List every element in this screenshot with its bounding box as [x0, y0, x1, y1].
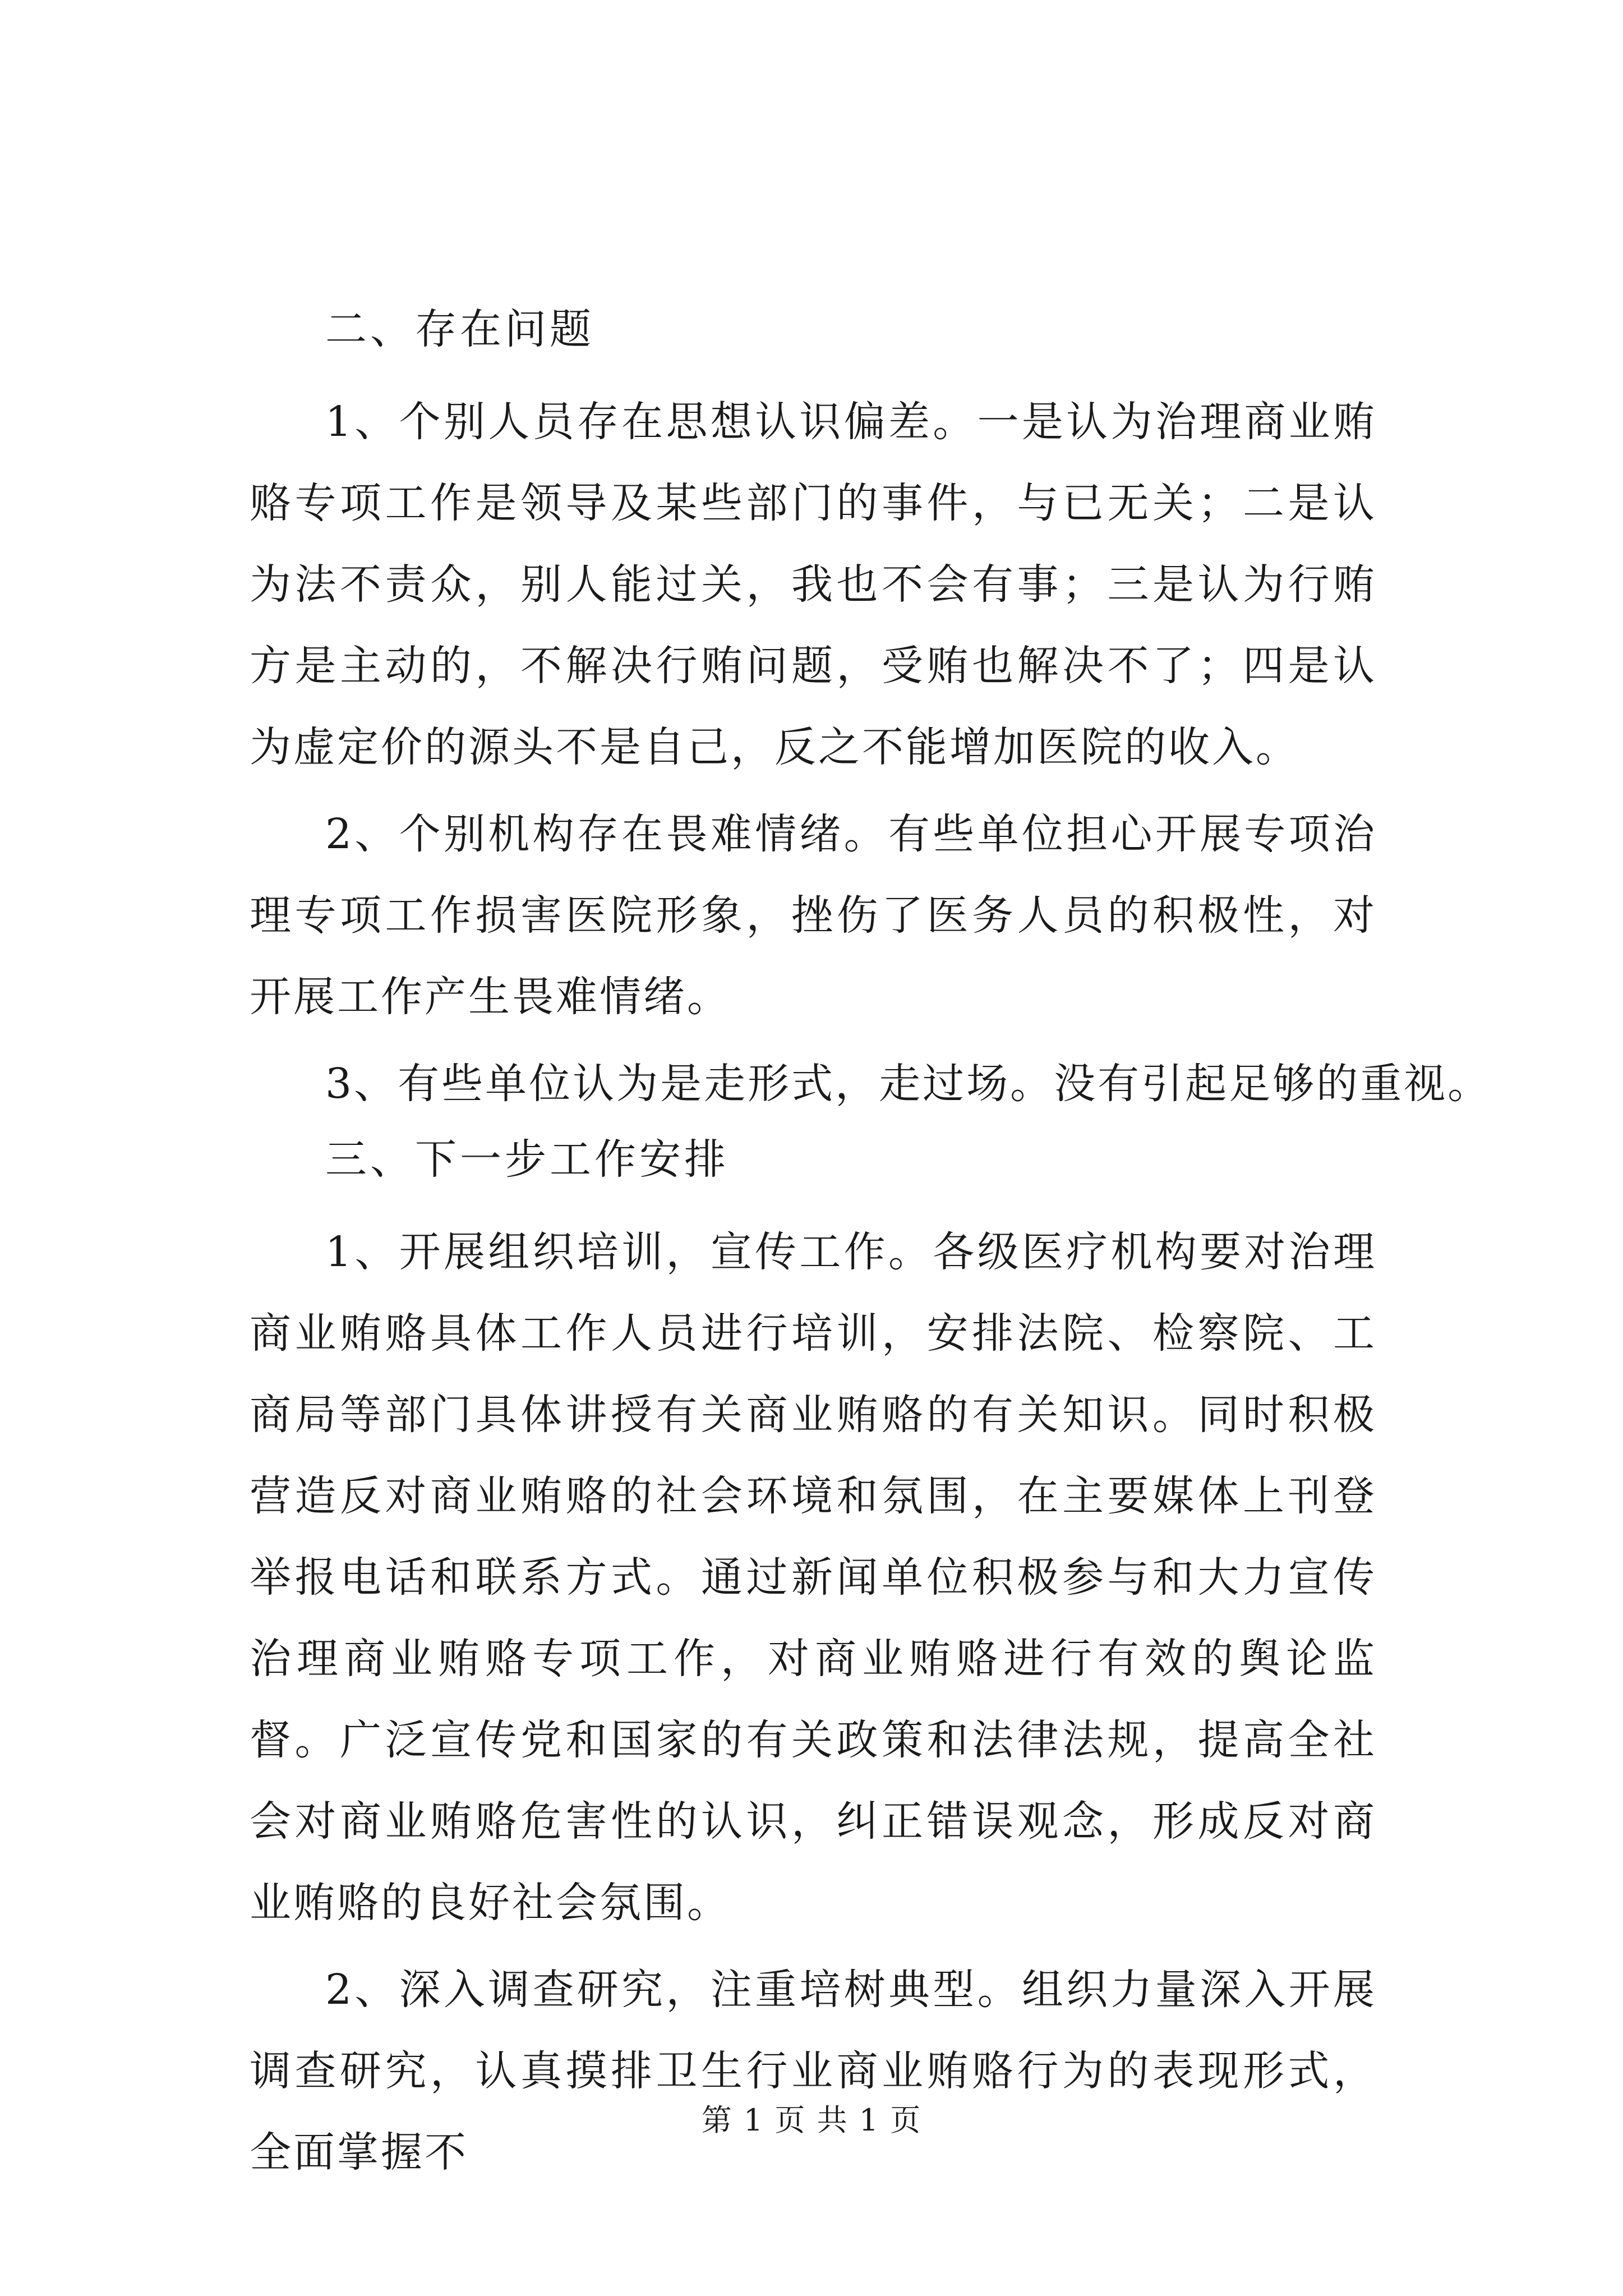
section-heading-problems: 二、存在问题 [325, 305, 594, 353]
paragraph-problem-2: 2、个别机构存在畏难情绪。有些单位担心开展专项治理专项工作损害医院形象，挫伤了医务人员的积极性，对开展工作产生畏难情绪。 [250, 810, 1377, 1021]
paragraph-problem-3: 3、有些单位认为是走形式，走过场。没有引起足够的重视。 [325, 1060, 1492, 1108]
paragraph-next-step-2: 2、深入调查研究，注重培树典型。组织力量深入开展调查研究，认真摸排卫生行业商业贿赂行为的表现形式，全面掌握不 [250, 1966, 1377, 2177]
section-heading-next-steps: 三、下一步工作安排 [325, 1135, 729, 1184]
document-body [250, 300, 1492, 2199]
page-footer: 第 1 页 共 1 页 [701, 2102, 922, 2138]
paragraph-next-step-1: 1、开展组织培训，宣传工作。各级医疗机构要对治理商业贿赂具体工作人员进行培训，安排法院、检察院、工商局等部门具体讲授有关商业贿赂的有关知识。同时积极营造反对商业贿赂的社会环境和氛围，在主要媒体上刊登举报电话和联系方式。通过新闻单位积极参与和大力宣传治理商业贿赂专项工作，对商业贿赂进行有效的舆论监督。广泛宣传党和国家的有关政策和法律法规，提高全社会对商业贿赂危害性的认识，纠正错误观念，形成反对商业贿赂的良好社会氛围。 [250, 1228, 1377, 1927]
paragraph-problem-1: 1、个别人员存在思想认识偏差。一是认为治理商业贿赂专项工作是领导及某些部门的事件，与已无关；二是认为法不责众，别人能过关，我也不会有事；三是认为行贿方是主动的，不解决行贿问题，受贿也解决不了；四是认为虚定价的源头不是自己，反之不能增加医院的收入。 [250, 398, 1377, 771]
